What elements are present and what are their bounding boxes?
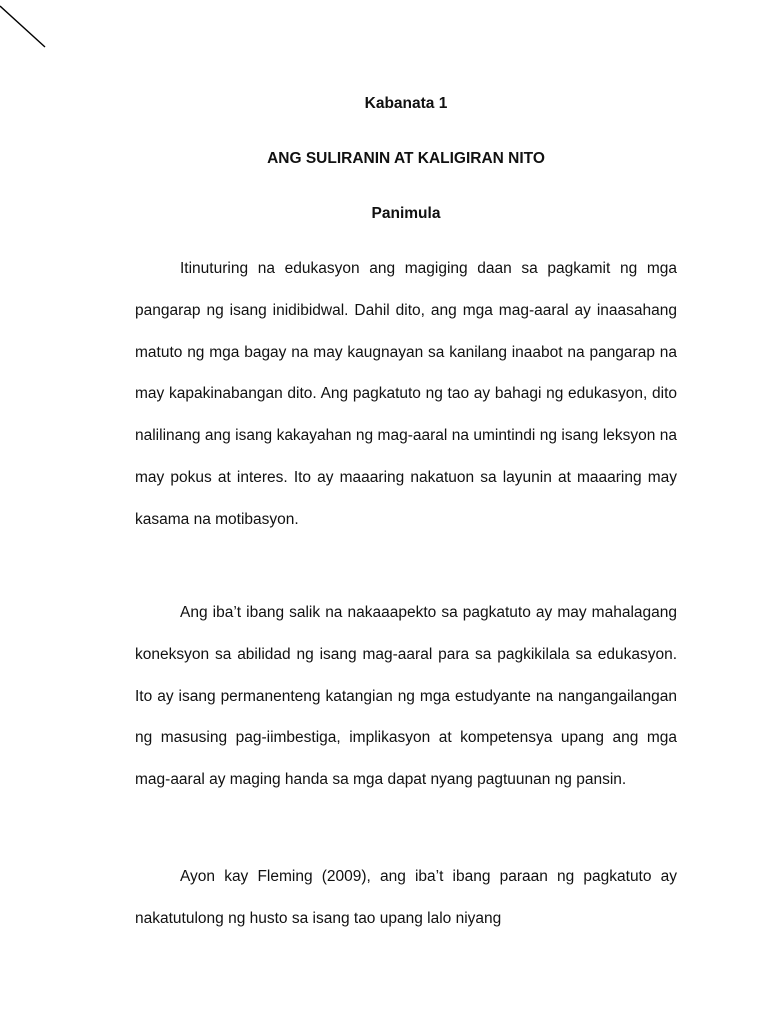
chapter-heading: Kabanata 1 xyxy=(364,95,448,112)
section-heading: Panimula xyxy=(371,205,441,222)
body-paragraph: Itinuturing na edukasyon ang magiging daan sa pagkamit ng mga pangarap ng isang inidibidwal. Dahil dito, ang mga mag-aaral ay inaasahang matuto ng mga bagay na may kaugnayan sa kanilang inaabot na pangarap na may kapakinabangan dito. Ang pagkatuto ng tao ay bahagi ng edukasyon, dito nalilinang ang isang kakayahan ng mag-aaral na umintindi ng isang leksyon na may pokus at interes. Ito ay maaaring nakatuon sa layunin at maaaring may kasama na motibasyon. xyxy=(135,260,677,528)
chapter-title: ANG SULIRANIN AT KALIGIRAN NITO xyxy=(267,150,545,167)
corner-line-mark xyxy=(0,0,50,50)
body-paragraph: Ayon kay Fleming (2009), ang iba’t ibang paraan ng pagkatuto ay nakatutulong ng husto sa isang tao upang lalo niyang xyxy=(135,868,677,927)
body-paragraph: Ang iba’t ibang salik na nakaaapekto sa pagkatuto ay may mahalagang koneksyon sa abilidad ng isang mag-aaral para sa pagkikilala sa edukasyon. Ito ay isang permanenteng katangian ng mga estudyante na nangangailangan ng masusing pag-iimbestiga, implikasyon at kompetensya upang ang mga mag-aaral ay maging handa sa mga dapat nyang pagtuunan ng pansin. xyxy=(135,604,677,789)
